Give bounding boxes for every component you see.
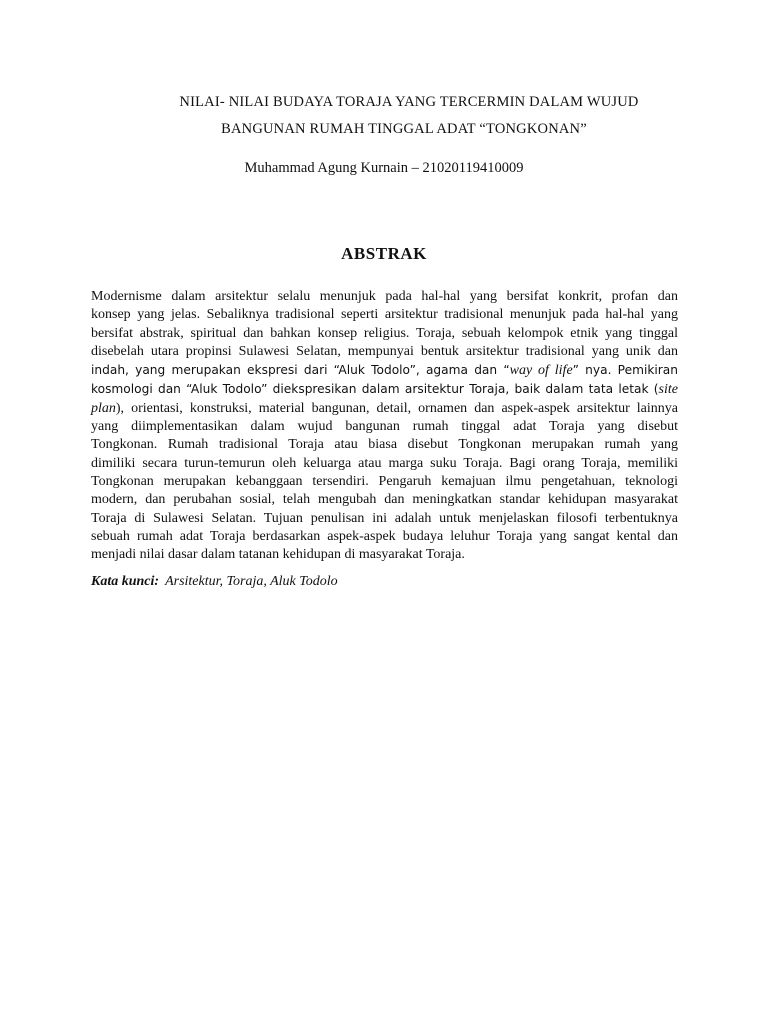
- abstract-line-segment: kosmologi dan “Aluk Todolo” diekspresikan dalam arsitektur Toraja, baik dalam tata letak (: [91, 382, 659, 397]
- abstract-line: Modernisme dalam arsitektur selalu menunjuk pada hal-hal yang bersifat konkrit, profan dan: [91, 289, 678, 304]
- abstract-line: yang diimplementasikan dalam wujud bangunan rumah tinggal adat Toraja yang disebut: [91, 419, 678, 435]
- abstract-line-segment: indah, yang merupakan ekspresi dari “Aluk Todolo”, agama dan “: [91, 363, 510, 378]
- abstract-line: menjadi nilai dasar dalam tatanan kehidupan di masyarakat Toraja.: [91, 547, 465, 563]
- abstract-line: [91, 361, 678, 380]
- paper-title-line-2: BANGUNAN RUMAH TINGGAL ADAT “TONGKONAN”: [221, 121, 587, 137]
- author-line: Muhammad Agung Kurnain – 21020119410009: [244, 160, 524, 176]
- abstract-line: dimiliki secara turun-temurun oleh keluarga atau marga suku Toraja. Bagi orang Toraja, memiliki: [91, 455, 678, 471]
- abstract-line: Toraja di Sulawesi Selatan. Tujuan penulisan ini adalah untuk menjelaskan filosofi terbentuknya: [91, 510, 678, 526]
- abstract-line: modern, dan perubahan sosial, telah mengubah dan meningkatkan standar kehidupan masyarakat: [91, 492, 678, 508]
- abstract-body: [91, 288, 678, 564]
- keywords-line: [91, 574, 338, 590]
- abstract-italic-phrase: site: [658, 382, 678, 398]
- abstract-line: [91, 380, 678, 399]
- abstract-line-segment: ), orientasi, konstruksi, material bangunan, detail, ornamen dan aspek-aspek arsitektur lainnya: [115, 400, 678, 416]
- abstract-line: Tongkonan merupakan kebanggaan tersendiri. Pengaruh kemajuan ilmu pengetahuan, teknologi: [91, 473, 678, 489]
- paper-title-line-1: NILAI- NILAI BUDAYA TORAJA YANG TERCERMIN DALAM WUJUD: [179, 94, 639, 110]
- abstract-line: [91, 400, 678, 418]
- keywords-label: Kata kunci:: [91, 574, 160, 589]
- abstract-line-segment: ” nya. Pemikiran: [572, 363, 678, 378]
- keywords-value: Arsitektur, Toraja, Aluk Todolo: [165, 574, 338, 589]
- abstract-line: konsep yang jelas. Sebaliknya tradisional seperti arsitektur tradisional menunjuk pada hal-hal yang: [91, 307, 678, 323]
- abstract-line: Tongkonan. Rumah tradisional Toraja atau biasa disebut Tongkonan merupakan rumah yang: [91, 437, 678, 453]
- abstract-line: sebuah rumah adat Toraja berdasarkan aspek-aspek budaya leluhur Toraja yang sangat kental dan: [91, 528, 678, 544]
- abstract-line: disebelah utara propinsi Sulawesi Selatan, mempunyai bentuk arsitektur tradisional yang unik dan: [91, 343, 678, 359]
- abstract-line: bersifat abstrak, spiritual dan bahkan konsep religius. Toraja, sebuah kelompok etnik yang tinggal: [91, 325, 678, 341]
- abstract-italic-phrase: plan: [91, 400, 116, 416]
- abstract-italic-phrase: way of life: [509, 363, 573, 379]
- abstract-heading: ABSTRAK: [341, 244, 427, 263]
